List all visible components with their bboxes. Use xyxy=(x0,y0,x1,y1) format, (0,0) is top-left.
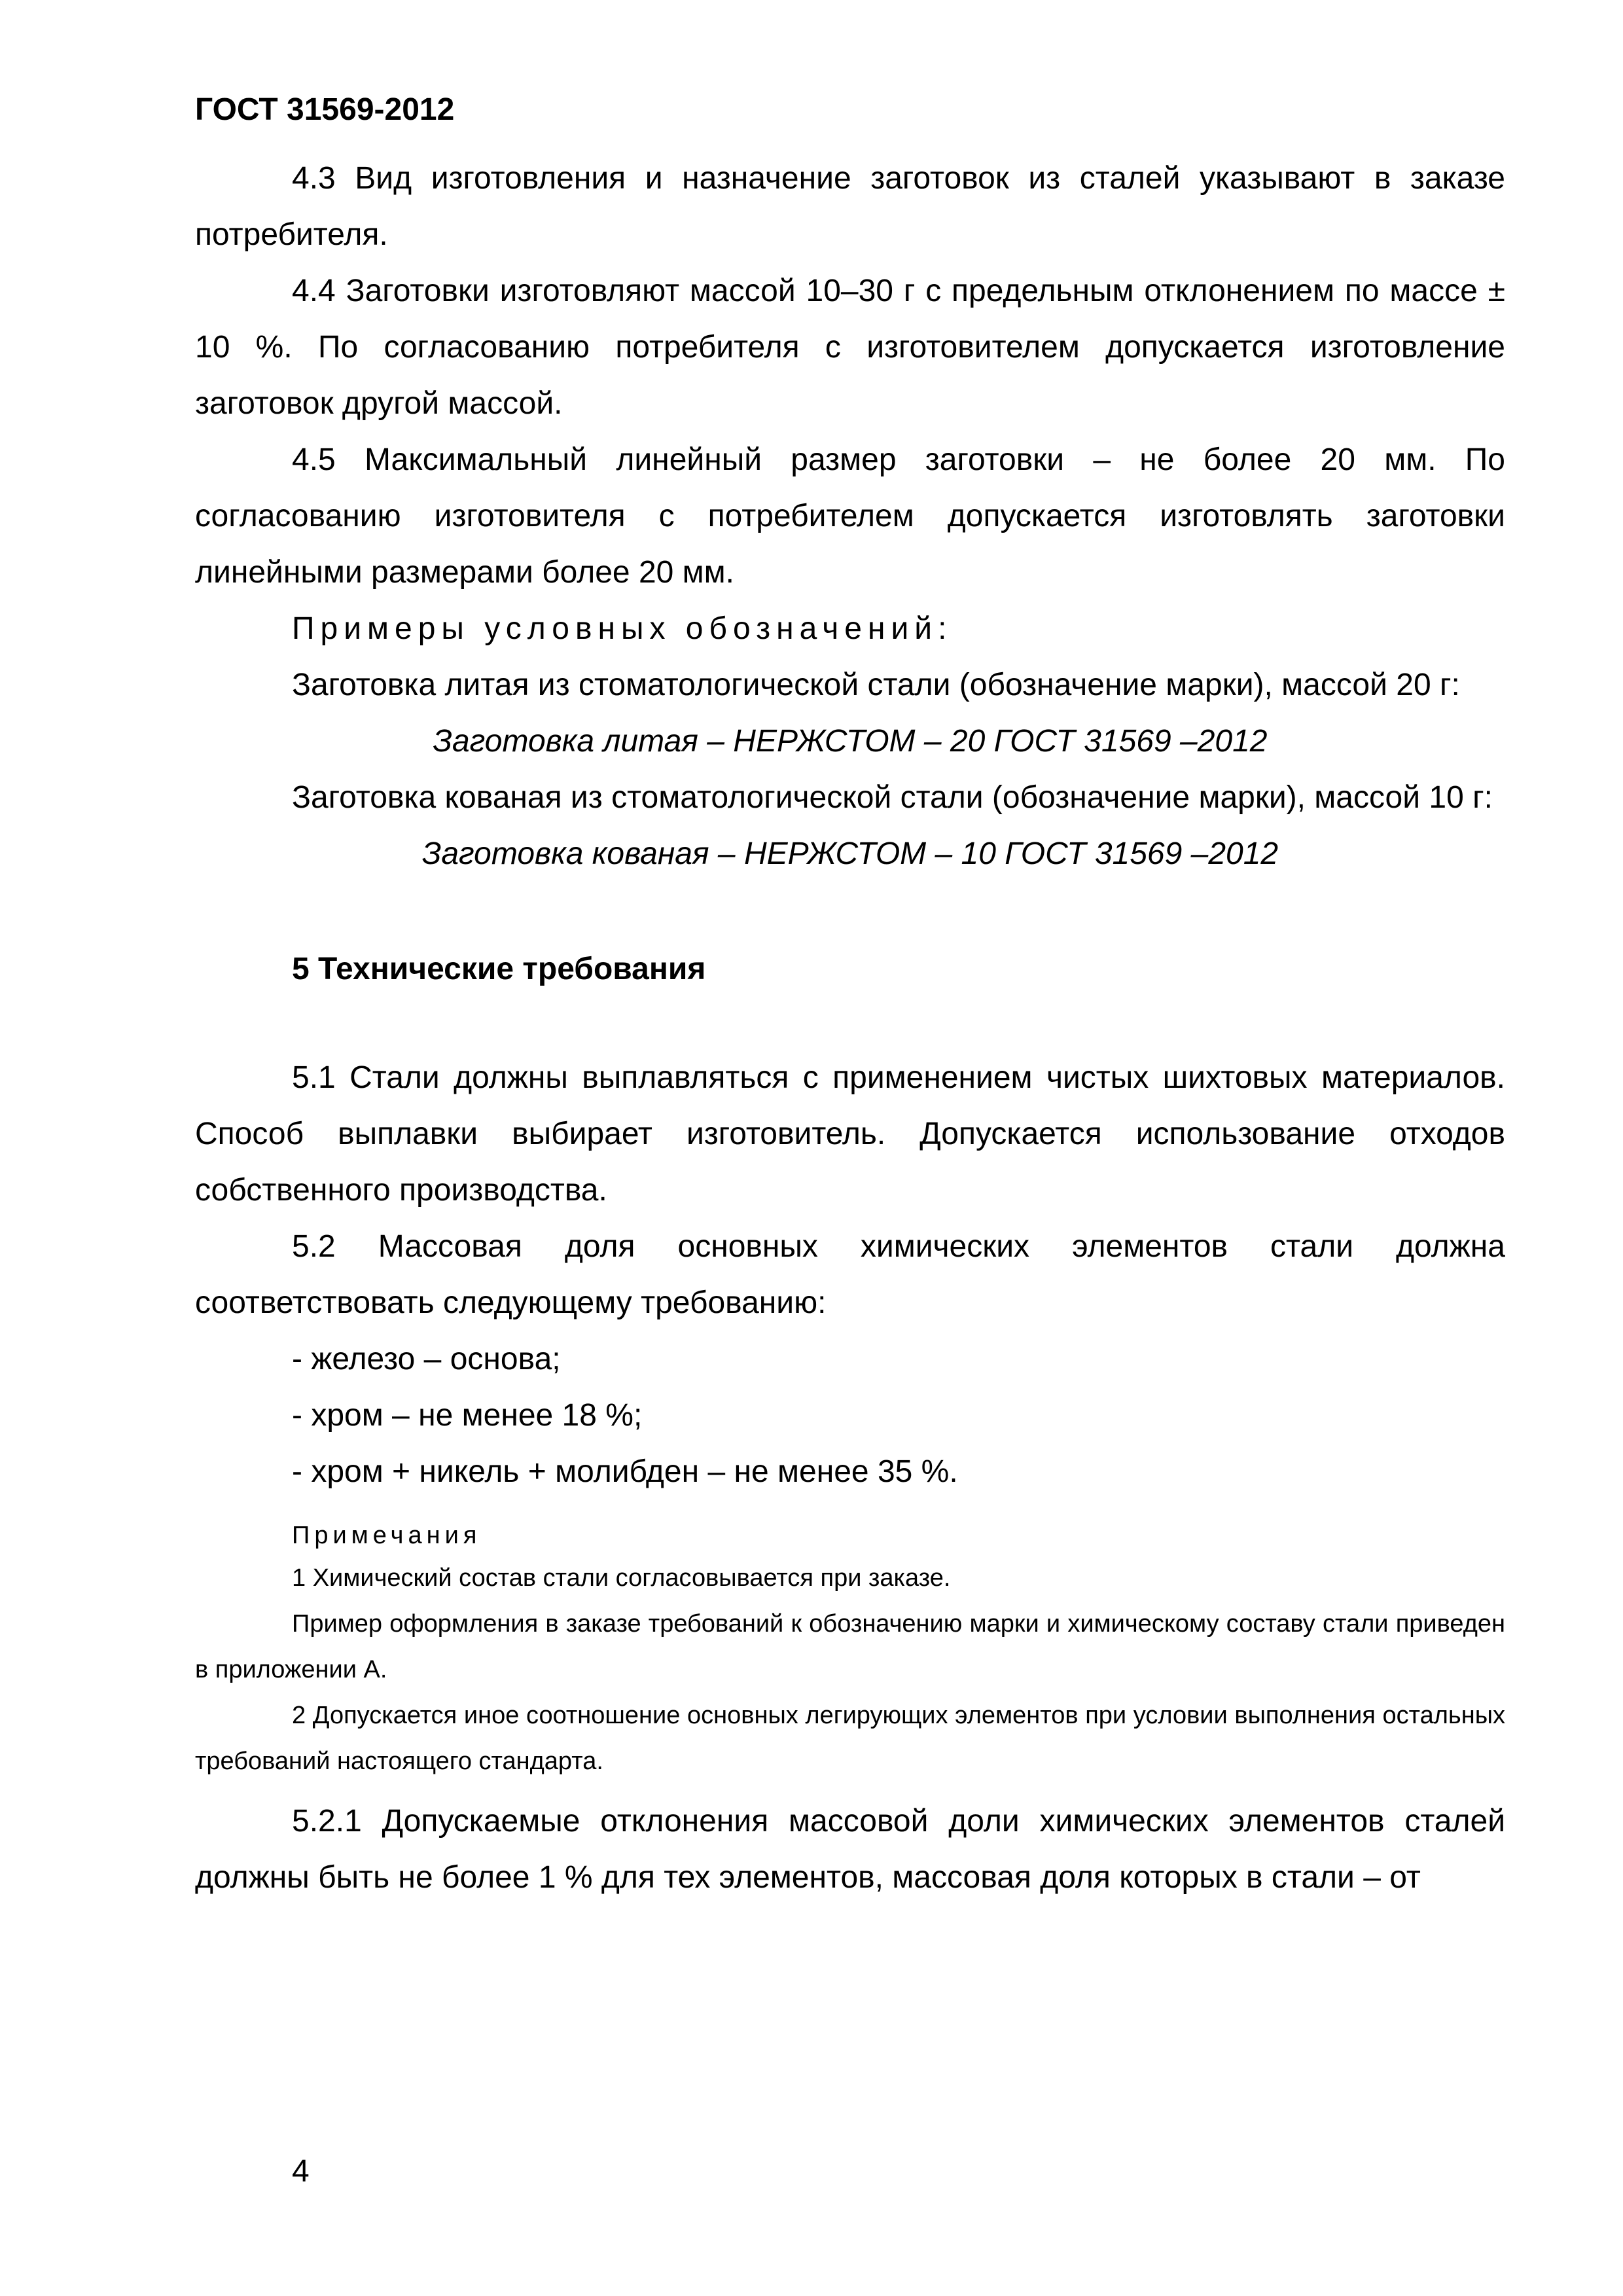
clause-5-1: 5.1 Стали должны выплавляться с применением чистых шихтовых материалов. Способ выплавки выбирает изготовитель. Допускается использование отходов собственного производства. xyxy=(195,1060,1505,1208)
clause-4-3: 4.3 Вид изготовления и назначение заготовок из сталей указывают в заказе потребителя. xyxy=(195,161,1505,252)
clause-5-2: 5.2 Массовая доля основных химических элементов стали должна соответствовать следующему требованию: xyxy=(195,1229,1505,1320)
document-code-header: ГОСТ 31569-2012 xyxy=(195,92,455,127)
page-number: 4 xyxy=(292,2154,310,2189)
clause-4-4: 4.4 Заготовки изготовляют массой 10–30 г с предельным отклонением по массе ± 10 %. По согласованию потребителя с изготовителем допускается изготовление заготовок другой массой. xyxy=(195,274,1505,421)
note-1-example: Пример оформления в заказе требований к обозначению марки и химическому составу стали приведен в приложении А. xyxy=(195,1610,1505,1683)
notes-title: Примечания xyxy=(292,1522,482,1549)
examples-title: Примеры условных обозначений: xyxy=(292,611,953,646)
section-5-heading: 5 Технические требования xyxy=(292,952,706,986)
list-item: - железо – основа; xyxy=(292,1342,561,1376)
example-2-designation: Заготовка кованая – НЕРЖСТОМ – 10 ГОСТ 31569 –2012 xyxy=(421,836,1279,871)
clause-4-5: 4.5 Максимальный линейный размер заготовки – не более 20 мм. По согласованию изготовителя с потребителем допускается изготовлять заготовки линейными размерами более 20 мм. xyxy=(195,442,1505,590)
example-1-designation: Заготовка литая – НЕРЖСТОМ – 20 ГОСТ 31569 –2012 xyxy=(433,724,1268,759)
section-spacer xyxy=(195,997,1505,1050)
clause-5-2-1: 5.2.1 Допускаемые отклонения массовой доли химических элементов сталей должны быть не более 1 % для тех элементов, массовая доля которых в стали – от xyxy=(195,1804,1505,1895)
note-2: 2 Допускается иное соотношение основных легирующих элементов при условии выполнения остальных требований настоящего стандарта. xyxy=(195,1702,1505,1775)
note-1: 1 Химический состав стали согласовывается при заказе. xyxy=(292,1564,951,1592)
list-item: - хром – не менее 18 %; xyxy=(292,1398,643,1433)
list-item: - хром + никель + молибден – не менее 35 %. xyxy=(292,1454,958,1489)
example-1-text: Заготовка литая из стоматологической стали (обозначение марки), массой 20 г: xyxy=(292,668,1460,702)
document-body xyxy=(195,151,1505,1906)
example-2-text: Заготовка кованая из стоматологической стали (обозначение марки), массой 10 г: xyxy=(292,780,1493,815)
